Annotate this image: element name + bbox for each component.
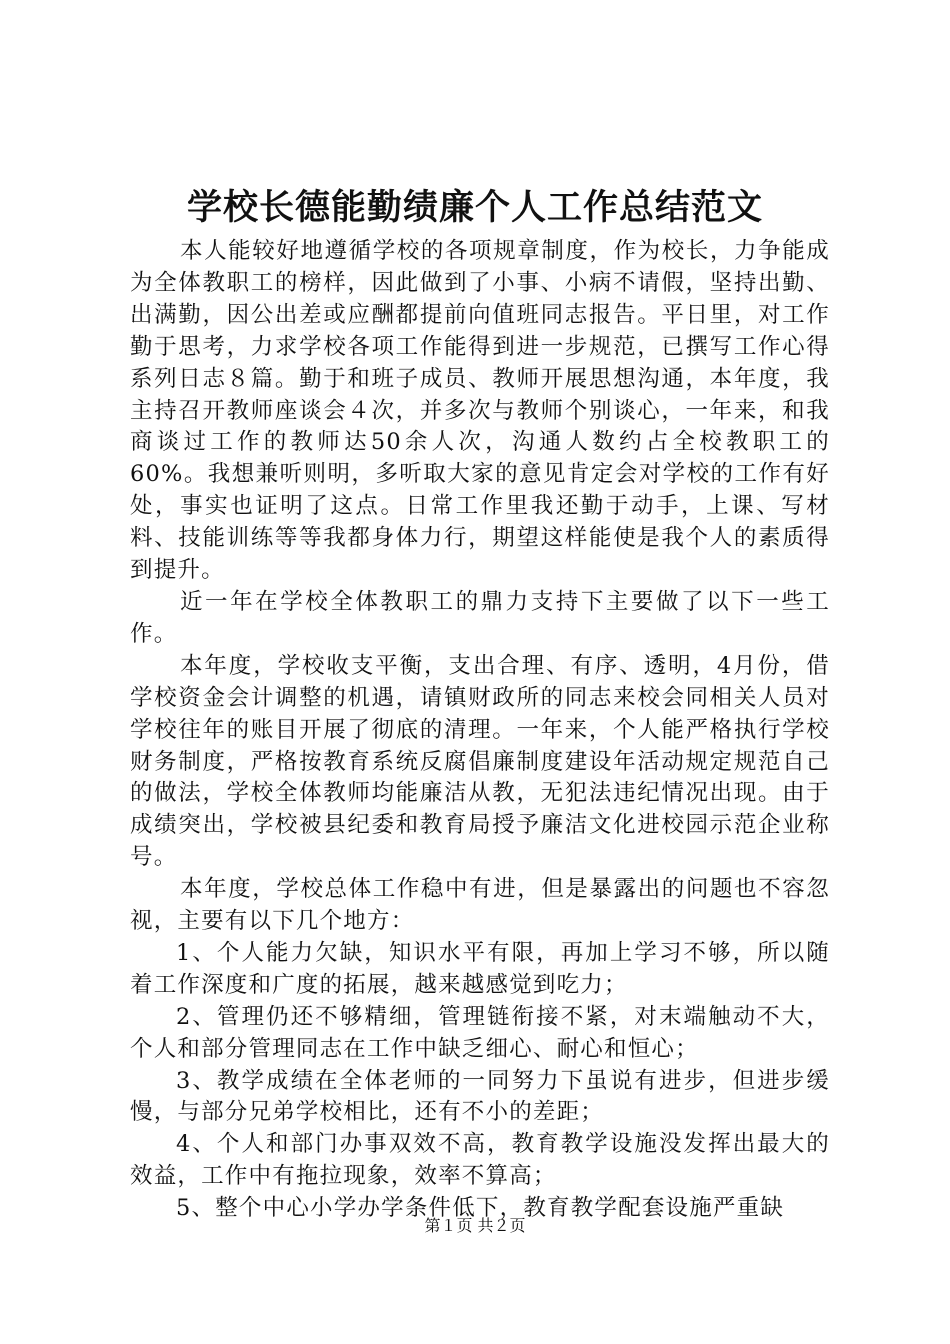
paragraph-finance: 本年度，学校收支平衡，支出合理、有序、透明，4月份，借学校资金会计调整的机遇，请镇财政所的同志来校会同相关人员对学校往年的账目开展了彻底的清理。一年来，个人能严格执行学校财务制度，严格按教育系统反腐倡廉制度建设年活动规定规范自己的做法，学校全体教师均能廉洁从教，无犯法违纪情况出现。由于成绩突出，学校被县纪委和教育局授予廉洁文化进校园示范企业称号。 [130,652,830,871]
paragraph-intro: 本人能较好地遵循学校的各项规章制度，作为校长，力争能成为全体教职工的榜样，因此做到了小事、小病不请假，坚持出勤、出满勤，因公出差或应酬都提前向值班同志报告。平日里，对工作勤于思考，力求学校各项工作能得到进一步规范，已撰写工作心得系列日志８篇。勤于和班子成员、教师开展思想沟通，本年度，我主持召开教师座谈会４次，并多次与教师个别谈心，一年来，和我商谈过工作的教师达50余人次，沟通人数约占全校教职工的60%。我想兼听则明，多听取大家的意见肯定会对学校的工作有好处，事实也证明了这点。日常工作里我还勤于动手，上课、写材料、技能训练等等我都身体力行，期望这样能使是我个人的素质得到提升。 [130,238,830,584]
list-item-problem-3: 3、教学成绩在全体老师的一同努力下虽说有进步，但进步缓慢，与部分兄弟学校相比，还有不小的差距； [130,1067,830,1126]
paragraph-problems: 本年度，学校总体工作稳中有进，但是暴露出的问题也不容忽视，主要有以下几个地方： [130,876,830,935]
list-item-problem-5: 5、整个中心小学办学条件低下，教育教学配套设施严重缺 [176,1195,785,1222]
list-item-problem-1: 1、个人能力欠缺，知识水平有限，再加上学习不够，所以随着工作深度和广度的拓展，越来越感觉到吃力； [130,939,830,998]
list-item-problem-2: 2、管理仍还不够精细，管理链衔接不紧，对末端触动不大，个人和部分管理同志在工作中缺乏细心、耐心和恒心； [130,1003,830,1062]
document-title: 学校长德能勤绩廉个人工作总结范文 [186,187,763,228]
page-number-footer: 第１页 共２页 [424,1216,526,1235]
document-body [130,236,830,1225]
list-item-problem-4: 4、个人和部门办事双效不高，教育教学设施没发挥出最大的效益，工作中有拖拉现象，效率不算高； [130,1131,830,1190]
paragraph-work-summary: 近一年在学校全体教职工的鼎力支持下主要做了以下一些工作。 [130,588,830,647]
